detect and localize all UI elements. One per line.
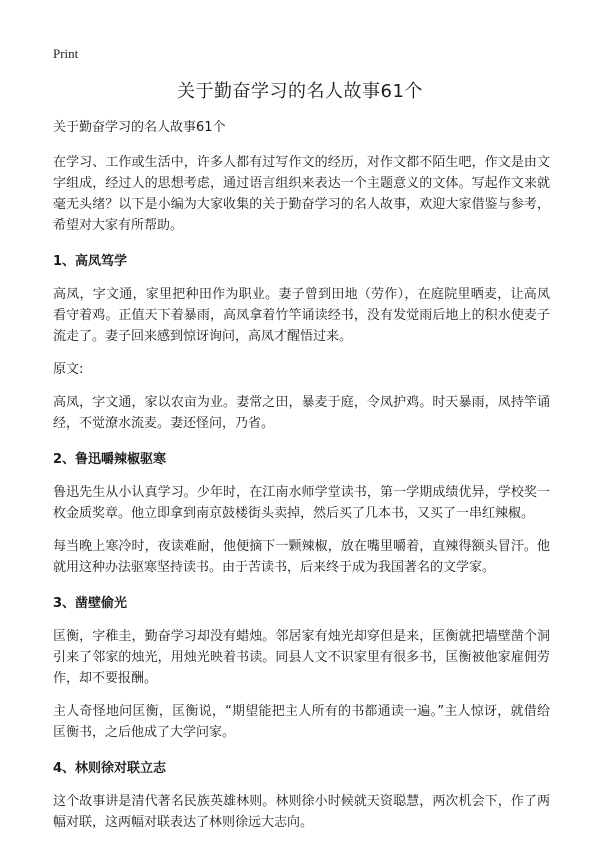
section-paragraph: 这个故事讲是清代著名民族英雄林则。林则徐小时候就天资聪慧，两次机会下，作了两幅对联，这两幅对联表达了林则徐远大志向。 [53, 794, 550, 830]
section-paragraph: 匡衡，字稚圭，勤奋学习却没有蜡烛。邻居家有烛光却穿但是来，匡衡就把墙壁凿个洞引来了邻家的烛光，用烛光映着书读。同县人文不识家里有很多书，匡衡被他家雇佣劳作，却不要报酬。 [53, 629, 550, 686]
section-paragraph: 每当晚上寒冷时，夜读难耐，他便摘下一颗辣椒，放在嘴里嚼着，直辣得额头冒汗。他就用这种办法驱寒坚持读书。由于苦读书，后来终于成为我国著名的文学家。 [53, 539, 550, 575]
section-heading: 2、鲁迅嚼辣椒驱寒 [53, 452, 167, 467]
section-paragraph: 高凤，字文通，家里把种田作为职业。妻子曾到田地（劳作），在庭院里晒麦，让高凤看守着鸡。正值天下着暴雨，高凤拿着竹竿诵读经书，没有发觉雨后地上的积水使麦子流走了。妻子回来感到惊讶询问，高凤才醒悟过来。 [53, 287, 550, 344]
print-link[interactable]: Print [53, 46, 79, 61]
section-heading: 3、凿壁偷光 [53, 596, 128, 611]
section-heading: 1、高凤笃学 [53, 254, 128, 269]
intro-paragraph: 在学习、工作或生活中，许多人都有过写作文的经历，对作文都不陌生吧，作文是由文字组成，经过人的思想考虑，通过语言组织来表达一个主题意义的文体。写起作文来就毫无头绪？以下是小编为大家收集的关于勤奋学习的名人故事，欢迎大家借鉴与参考，希望对大家有所帮助。 [53, 155, 550, 233]
section-paragraph: 高凤，字文通，家以农亩为业。妻常之田，暴麦于庭，令凤护鸡。时天暴雨，凤持竿诵经，不觉潦水流麦。妻还怪问，乃省。 [53, 395, 550, 431]
section-paragraph: 主人奇怪地问匡衡，匡衡说，“期望能把主人所有的书都通读一遍。”主人惊讶，就借给匡衡书，之后他成了大学问家。 [53, 704, 550, 740]
section-heading: 4、林则徐对联立志 [53, 761, 167, 776]
section-paragraph: 鲁迅先生从小认真学习。少年时，在江南水师学堂读书，第一学期成绩优异，学校奖一枚金质奖章。他立即拿到南京鼓楼街头卖掉，然后买了几本书，又买了一串红辣椒。 [53, 485, 550, 521]
article-subtitle: 关于勤奋学习的名人故事61个 [53, 120, 226, 135]
page-title: 关于勤奋学习的名人故事61个 [177, 81, 423, 102]
article-body [53, 118, 550, 845]
section-paragraph: 原文: [53, 362, 84, 377]
